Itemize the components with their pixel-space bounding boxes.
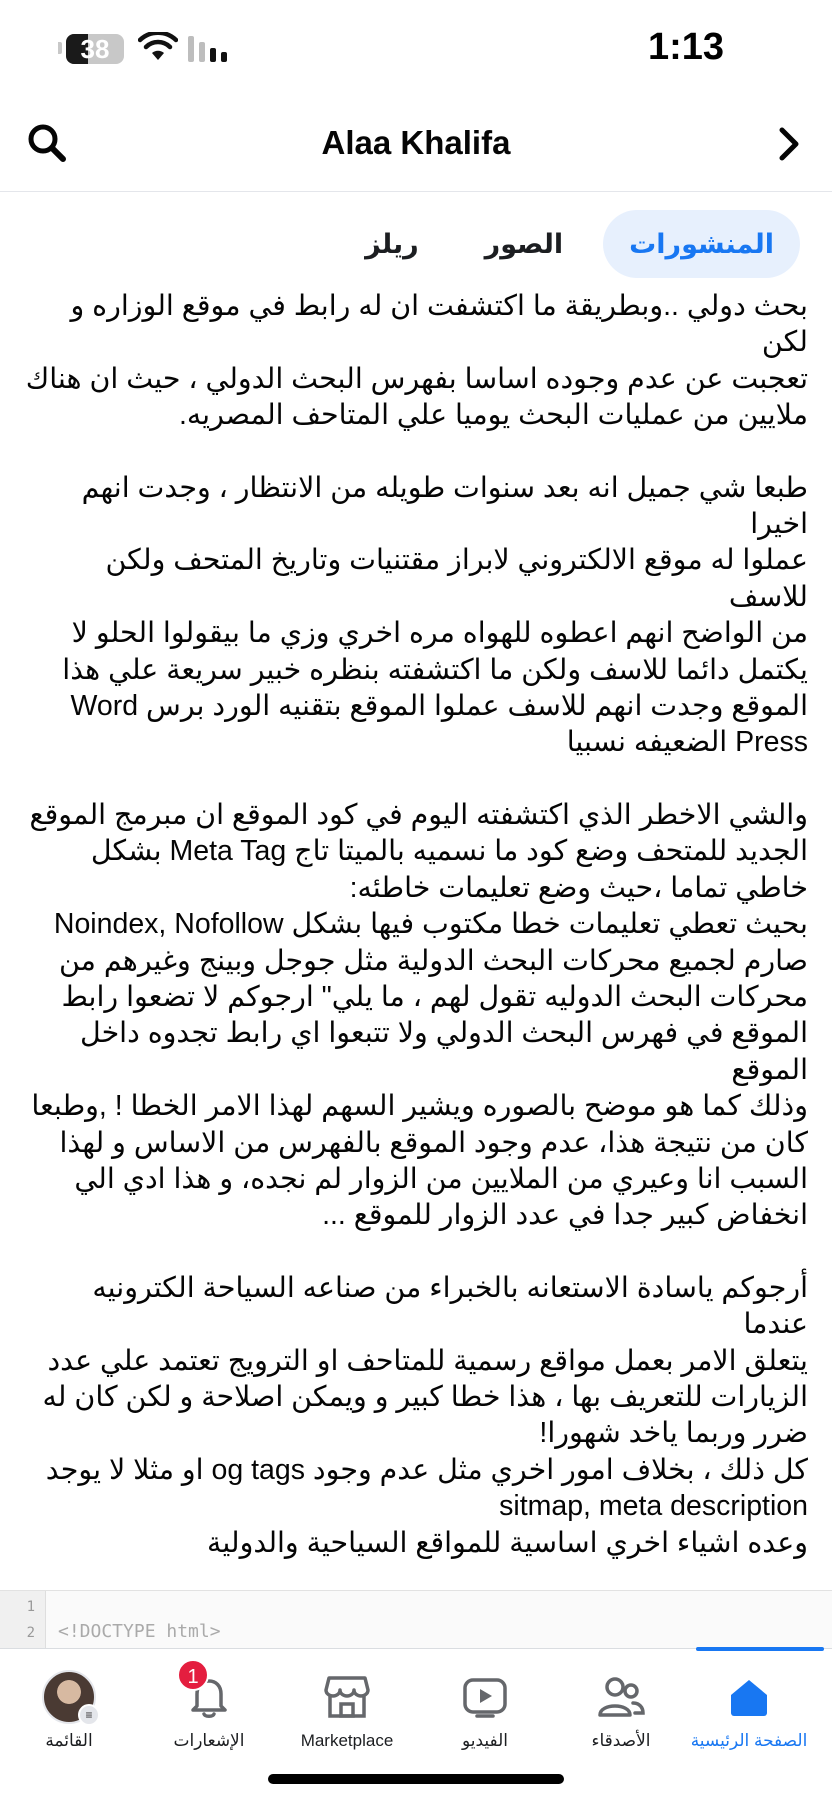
- profile-tabs: [339, 210, 800, 278]
- tab-reels[interactable]: ريلز: [365, 228, 419, 259]
- battery-tip: [58, 42, 62, 54]
- nav-menu-label: القائمة: [45, 1731, 93, 1750]
- line-numbers: [0, 1591, 46, 1649]
- tab-photos[interactable]: الصور: [484, 228, 564, 259]
- profile-header: [0, 100, 832, 192]
- friends-icon: [597, 1675, 645, 1719]
- notifications-badge: 1: [177, 1659, 209, 1691]
- nav-home-label: الصفحة الرئيسية: [690, 1731, 808, 1750]
- nav-friends[interactable]: [552, 1649, 690, 1759]
- post-body: [24, 288, 808, 1590]
- post-paragraph: أرجوكم ياسادة الاستعانه بالخبراء من صناعه السياحة الكترونيه عندما يتعلق الامر بعمل مواقع رسمية للمتاحف او الترويج تعتمد علي عدد الزيارات للتعريف بها ، هذا خطا كبير و ويمكن اصلاحة و لكن كان له ضرر وربما ياخد شهورا! كل ذلك ، بخلاف امور اخري مثل عدم وجود og tags او مثلا لا يوجد sitmap, meta description وعده اشياء اخري اساسية للمواقع السياحية والدولية: [42, 1271, 808, 1559]
- nav-video-label: الفيديو: [461, 1731, 509, 1750]
- line-number: 2: [26, 1625, 35, 1641]
- status-time: 1:13: [647, 26, 724, 68]
- wifi-icon: [138, 32, 178, 62]
- menu-icon: ≡: [78, 1704, 100, 1726]
- nav-home[interactable]: [680, 1649, 818, 1759]
- nav-marketplace-label: Marketplace: [300, 1731, 394, 1750]
- nav-friends-label: الأصدقاء: [591, 1731, 651, 1750]
- code-line: <!DOCTYPE html>: [58, 1621, 221, 1642]
- post-paragraph: بحث دولي ..وبطريقة ما اكتشفت ان له رابط في موقع الوزاره و لكن تعجبت عن عدم وجوده اساسا بفهرس البحث الدولي ، حيث ان هناك ملايين من عمليات البحث يوميا علي المتاحف المصريه.: [25, 290, 808, 432]
- battery-icon: [66, 34, 124, 64]
- tab-posts[interactable]: المنشورات: [603, 210, 800, 278]
- status-bar: [0, 0, 832, 100]
- battery-level: 38: [80, 34, 110, 64]
- marketplace-icon: [323, 1674, 371, 1720]
- nav-marketplace[interactable]: [278, 1649, 416, 1759]
- nav-menu[interactable]: [0, 1649, 138, 1759]
- avatar: [42, 1670, 96, 1724]
- home-indicator[interactable]: [268, 1774, 564, 1784]
- post-paragraph: والشي الاخطر الذي اكتشفته اليوم في كود الموقع ان مبرمج الموقع الجديد للمتحف وضع كود ما نسميه بالميتا تاج Meta Tag بشكل خاطي تماما ،حيث وضع تعليمات خاطئه: بحيث تعطي تعليمات خطا مكتوب فيها بشكل Noindex, Nofollow صارم لجميع محركات البحث الدولية مثل جوجل وبينج وغيرهم من محركات البحث الدوليه تقول لهم ، ما يلي" ارجوكم لا تضعوا رابط الموقع في فهرس البحث الدولي ولا تتبعوا اي رابط تجدوه داخل الموقع وذلك كما هو موضح بالصوره ويشير السهم لهذا الامر الخطا ! ,وطبعا كان من نتيجة هذا، عدم وجود الموقع بالفهرس من الاساس و لهذا السبب انا وعيري من الملايين من الزوار لم نجده، و هذا ادي الي انخفاض كبير جدا في عدد الزوار للموقع ...: [29, 798, 808, 1232]
- video-icon: [461, 1675, 509, 1719]
- nav-notifications[interactable]: [140, 1649, 278, 1759]
- home-icon: [727, 1675, 771, 1719]
- signal-icon: [188, 34, 232, 64]
- line-number: 1: [26, 1599, 35, 1615]
- nav-video[interactable]: [416, 1649, 554, 1759]
- nav-notifications-label: الإشعارات: [173, 1731, 245, 1750]
- chevron-right-icon[interactable]: [776, 124, 802, 164]
- page-title: Alaa Khalifa: [321, 124, 511, 161]
- code-preview: [0, 1590, 832, 1648]
- post-paragraph: طبعا شي جميل انه بعد سنوات طويله من الانتظار ، وجدت انهم اخيرا عملوا له موقع الالكتروني لابراز مقتنيات وتاريخ المتحف ولكن للاسف من الواضح انهم اعطوه للهواه مره اخري وزي ما بيقولوا الحلو لا يكتمل دائما للاسف ولكن ما اكتشفته بنظره خبير سريعة علي هذا الموقع وجدت انهم للاسف عملوا الموقع بتقنيه الورد برس Word Press الضعيفه نسبيا: [62, 471, 808, 759]
